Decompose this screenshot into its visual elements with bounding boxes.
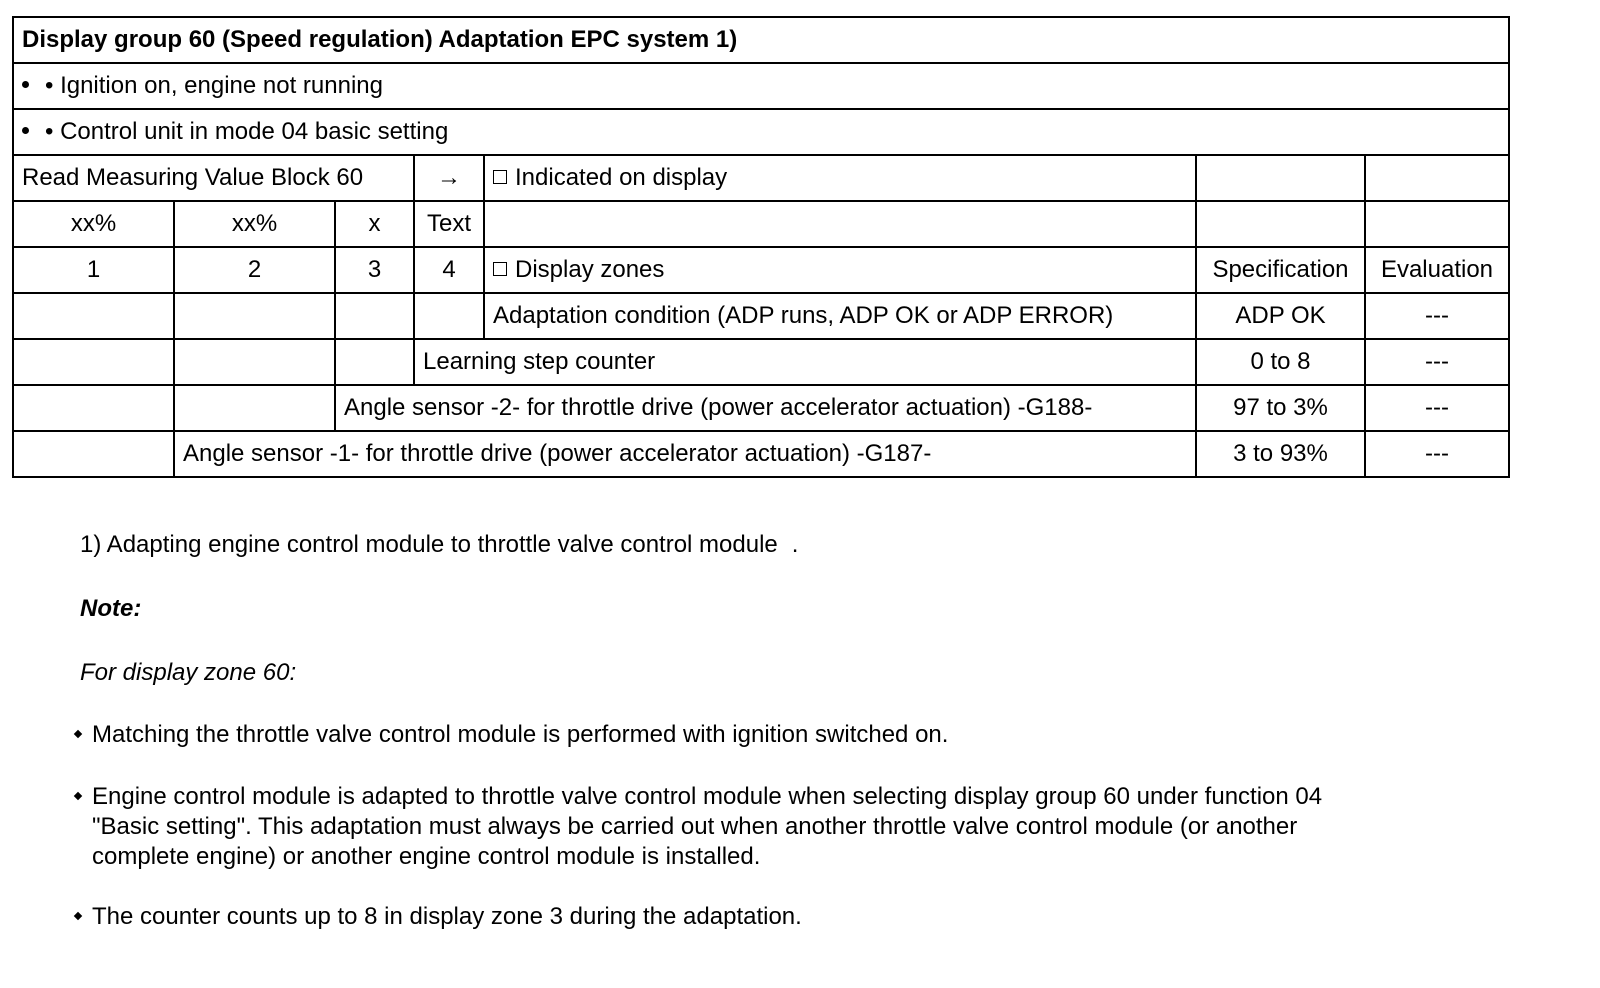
zone-number: 1 [13, 247, 174, 293]
display-group-table [12, 16, 1510, 478]
condition-cell [13, 109, 1509, 155]
empty-cell [1196, 201, 1365, 247]
specification-header: Specification [1196, 247, 1365, 293]
read-block-label: Read Measuring Value Block 60 [13, 155, 414, 201]
condition-row [13, 109, 1509, 155]
empty-cell [174, 385, 335, 431]
footnote-period: . [791, 531, 799, 558]
diamond-bullet-icon [74, 912, 82, 920]
empty-cell [13, 339, 174, 385]
zone-number: 3 [335, 247, 414, 293]
bullet-line: complete engine) or another engine control module is installed. [92, 843, 761, 870]
row-description: Angle sensor -1- for throttle drive (power accelerator actuation) -G187- [174, 431, 1196, 477]
table-title: Display group 60 (Speed regulation) Adaptation EPC system 1) [13, 17, 1509, 63]
row-evaluation: --- [1365, 385, 1509, 431]
empty-cell [1196, 155, 1365, 201]
table-title-row [13, 17, 1509, 63]
bullet-item [92, 720, 948, 750]
row-description: Learning step counter [414, 339, 1196, 385]
bullet-line: The counter counts up to 8 in display zone 3 during the adaptation. [92, 903, 802, 930]
row-description: Adaptation condition (ADP runs, ADP OK or ADP ERROR) [484, 293, 1196, 339]
read-block-row [13, 155, 1509, 201]
row-specification: 97 to 3% [1196, 385, 1365, 431]
note-subheading: For display zone 60: [80, 659, 297, 686]
empty-cell [484, 201, 1196, 247]
evaluation-header: Evaluation [1365, 247, 1509, 293]
row-specification: ADP OK [1196, 293, 1365, 339]
indicated-cell [484, 155, 1196, 201]
display-zones-cell [484, 247, 1196, 293]
arrow-cell: → [414, 155, 484, 201]
row-description: Angle sensor -2- for throttle drive (power accelerator actuation) -G188- [335, 385, 1196, 431]
condition-cell [13, 63, 1509, 109]
format-cell: x [335, 201, 414, 247]
table-row [13, 431, 1509, 477]
row-evaluation: --- [1365, 431, 1509, 477]
diamond-bullet-icon [74, 792, 82, 800]
format-cell: Text [414, 201, 484, 247]
empty-cell [335, 339, 414, 385]
format-cell: xx% [174, 201, 335, 247]
format-cell: xx% [13, 201, 174, 247]
empty-cell [13, 431, 174, 477]
bullet-item [92, 902, 802, 932]
table-row [13, 385, 1509, 431]
checkbox-square-icon [493, 262, 507, 276]
bullet-line: Matching the throttle valve control module is performed with ignition switched on. [92, 721, 949, 748]
table-row [13, 339, 1509, 385]
condition-row [13, 63, 1509, 109]
checkbox-square-icon [493, 170, 507, 184]
row-evaluation: --- [1365, 339, 1509, 385]
empty-cell [1365, 201, 1509, 247]
note-heading: Note: [80, 595, 142, 622]
condition-text: • Ignition on, engine not running [45, 72, 383, 99]
display-zones-label: Display zones [515, 256, 665, 283]
bullet-line: "Basic setting". This adaptation must always be carried out when another throttle valve control module (or another [92, 813, 1298, 840]
bullet-dot-icon [22, 81, 29, 88]
empty-cell [174, 293, 335, 339]
empty-cell [414, 293, 484, 339]
zone-number-row [13, 247, 1509, 293]
footnote [80, 531, 798, 559]
format-row [13, 201, 1509, 247]
row-specification: 0 to 8 [1196, 339, 1365, 385]
bullet-dot-icon [22, 127, 29, 134]
condition-text: • Control unit in mode 04 basic setting [45, 118, 449, 145]
bullet-item [92, 782, 1322, 872]
zone-number: 2 [174, 247, 335, 293]
table-row [13, 293, 1509, 339]
indicated-label: Indicated on display [515, 164, 728, 191]
empty-cell [13, 385, 174, 431]
empty-cell [13, 293, 174, 339]
row-evaluation: --- [1365, 293, 1509, 339]
empty-cell [1365, 155, 1509, 201]
empty-cell [335, 293, 414, 339]
zone-number: 4 [414, 247, 484, 293]
footnote-text: 1) Adapting engine control module to throttle valve control module [80, 531, 778, 558]
empty-cell [174, 339, 335, 385]
bullet-line: Engine control module is adapted to throttle valve control module when selecting display group 60 under function 04 [92, 783, 1323, 810]
row-specification: 3 to 93% [1196, 431, 1365, 477]
diamond-bullet-icon [74, 730, 82, 738]
